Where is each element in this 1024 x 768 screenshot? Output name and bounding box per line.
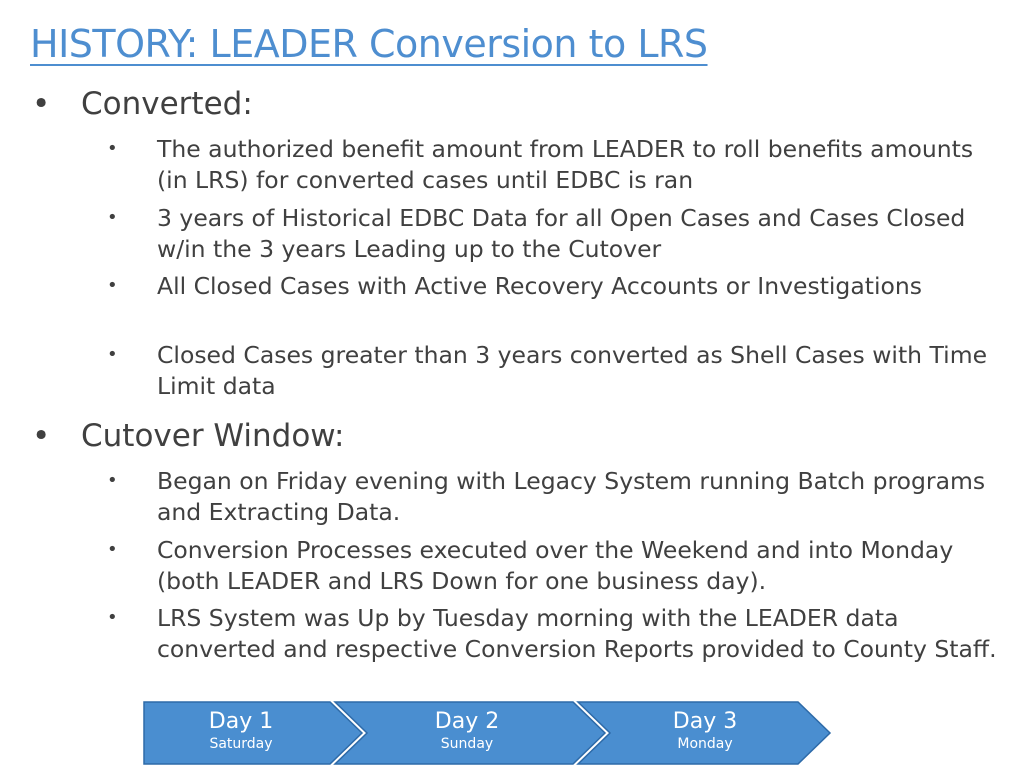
bullet-dot: • bbox=[32, 418, 51, 454]
slide-title: HISTORY: LEADER Conversion to LRS bbox=[30, 22, 708, 66]
bullet-dot: • bbox=[107, 607, 118, 628]
timeline-weekday-label: Saturday bbox=[209, 736, 273, 752]
list-item-text: All Closed Cases with Active Recovery Accounts or Investigations bbox=[157, 272, 923, 300]
timeline-day-label: Day 3 bbox=[672, 709, 738, 734]
list-item-text: Closed Cases greater than 3 years converted as Shell Cases with Time Limit data bbox=[157, 341, 988, 400]
timeline-weekday-label: Sunday bbox=[440, 736, 494, 752]
timeline-weekday-label: Monday bbox=[677, 736, 733, 752]
section-heading-text: Converted: bbox=[81, 86, 253, 122]
section-heading-text: Cutover Window: bbox=[81, 418, 345, 454]
timeline-day-label: Day 2 bbox=[434, 709, 500, 734]
list-item-text: Conversion Processes executed over the Weekend and into Monday (both LEADER and LRS Down for one business day). bbox=[157, 536, 954, 595]
bullet-dot: • bbox=[107, 207, 118, 228]
list-item-text: 3 years of Historical EDBC Data for all Open Cases and Cases Closed w/in the 3 years Leading up to the Cutover bbox=[157, 204, 966, 263]
bullet-dot: • bbox=[107, 138, 118, 159]
bullet-dot: • bbox=[107, 344, 118, 365]
list-item-text: The authorized benefit amount from LEADER to roll benefits amounts (in LRS) for converted cases until EDBC is ran bbox=[157, 135, 974, 194]
list-item-text: Began on Friday evening with Legacy System running Batch programs and Extracting Data. bbox=[157, 467, 986, 526]
timeline-day-label: Day 1 bbox=[208, 709, 274, 734]
bullet-dot: • bbox=[107, 539, 118, 560]
bullet-dot: • bbox=[107, 470, 118, 491]
list-item-text: LRS System was Up by Tuesday morning with the LEADER data converted and respective Conversion Reports provided to County Staff. bbox=[157, 604, 997, 663]
timeline-step-3 bbox=[645, 709, 765, 753]
timeline-step-1 bbox=[181, 709, 301, 753]
bullet-dot: • bbox=[32, 86, 51, 122]
bullet-dot: • bbox=[107, 275, 118, 296]
timeline-step-2 bbox=[407, 709, 527, 753]
